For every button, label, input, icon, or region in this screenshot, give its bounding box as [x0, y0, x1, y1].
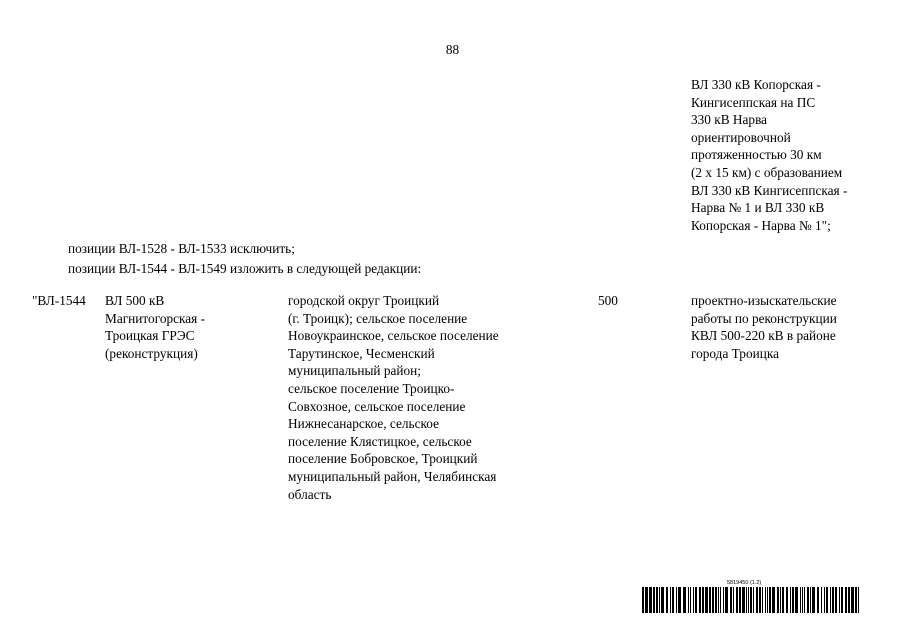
barcode-bar [736, 587, 738, 613]
barcode-bar [649, 587, 652, 613]
barcode-bar [777, 587, 779, 613]
barcode-bar [723, 587, 724, 613]
barcode-bar [699, 587, 701, 613]
barcode-bar [742, 587, 745, 613]
barcode-bar [830, 587, 831, 613]
barcode-bar [656, 587, 658, 613]
barcode-bar [841, 587, 843, 613]
barcode-bar [730, 587, 732, 613]
barcode-bar [845, 587, 847, 613]
barcode-bar [753, 587, 754, 613]
barcode-bar [795, 587, 798, 613]
barcode-bar [839, 587, 840, 613]
barcode-bar [683, 587, 686, 613]
barcode-bar [772, 587, 775, 613]
barcode-bar [733, 587, 734, 613]
barcode-bar [676, 587, 677, 613]
barcode-bar [725, 587, 728, 613]
barcode-bar [851, 587, 854, 613]
barcode-bar [690, 587, 691, 613]
barcode-bar [661, 587, 664, 613]
barcode-bar [750, 587, 752, 613]
entry-location: городской округ Троицкий (г. Троицк); сельское поселение Новоукраинское, сельское поселение Тарутинское, Чесменский муниципальный район; сельское поселение Троицко- Совхозное, сельское поселение Нижнесанарское, сельское поселение Клястицкое, сельское поселение Бобровское, Троицкий муниципальный район, Челябинская область [288, 293, 499, 502]
barcode-bar [718, 587, 719, 613]
barcode-image [642, 587, 859, 613]
barcode-bar [855, 587, 857, 613]
previous-entry-description: ВЛ 330 кВ Копорская - Кингисеппская на ПС 330 кВ Нарва ориентировочной протяженностью 30 км (2 х 15 км) с образованием ВЛ 330 кВ Кингисеппская - Нарва № 1 и ВЛ 330 кВ Копорская - Нарва № 1"; [691, 77, 848, 233]
barcode-bar [659, 587, 660, 613]
barcode-bar [810, 587, 811, 613]
instruction-exclude: позиции ВЛ-1528 - ВЛ-1533 исключить; [68, 241, 295, 256]
barcode-bar [709, 587, 711, 613]
barcode-bar [705, 587, 708, 613]
barcode-bar [759, 587, 761, 613]
barcode-bar [720, 587, 721, 613]
barcode-bar [812, 587, 815, 613]
barcode-bar [790, 587, 791, 613]
barcode-bar [826, 587, 828, 613]
barcode-bar [780, 587, 781, 613]
barcode-bar [800, 587, 801, 613]
barcode-bar [802, 587, 803, 613]
entry-description: проектно-изыскательские работы по реконструкции КВЛ 500-220 кВ в районе города Троицка [691, 293, 837, 361]
entry-code: "ВЛ-1544 [32, 293, 86, 308]
barcode-bar [762, 587, 763, 613]
barcode-bar [695, 587, 697, 613]
barcode-bar [835, 587, 837, 613]
barcode-bar [804, 587, 805, 613]
instruction-restate: позиции ВЛ-1544 - ВЛ-1549 изложить в следующей редакции: [68, 261, 422, 276]
barcode-bar [702, 587, 704, 613]
barcode-bar [817, 587, 819, 613]
barcode-bar [693, 587, 694, 613]
barcode-bar [848, 587, 850, 613]
barcode-bar [824, 587, 825, 613]
barcode-bar [642, 587, 644, 613]
barcode-bar [739, 587, 741, 613]
barcode-bar [670, 587, 671, 613]
barcode-bar [782, 587, 784, 613]
barcode-bar [786, 587, 788, 613]
barcode-bar [832, 587, 834, 613]
entry-voltage: 500 [598, 293, 618, 308]
barcode-bar [672, 587, 674, 613]
barcode-bar [858, 587, 859, 613]
barcode-bar [746, 587, 747, 613]
page-number: 88 [445, 42, 460, 57]
barcode-bar [821, 587, 822, 613]
barcode-caption: 5819450 (1.2) [727, 580, 762, 586]
barcode-bar [767, 587, 768, 613]
barcode-bar [765, 587, 766, 613]
barcode-bar [666, 587, 668, 613]
barcode-bar [792, 587, 794, 613]
barcode-bar [678, 587, 681, 613]
barcode-bar [712, 587, 714, 613]
barcode-bar [688, 587, 689, 613]
barcode-bar [756, 587, 758, 613]
barcode-bar [769, 587, 771, 613]
barcode-bar [807, 587, 809, 613]
barcode-bar [748, 587, 749, 613]
barcode-bar [645, 587, 648, 613]
barcode-bar [715, 587, 717, 613]
barcode-bar [653, 587, 655, 613]
entry-name: ВЛ 500 кВ Магнитогорская - Троицкая ГРЭС (реконструкция) [105, 293, 206, 361]
